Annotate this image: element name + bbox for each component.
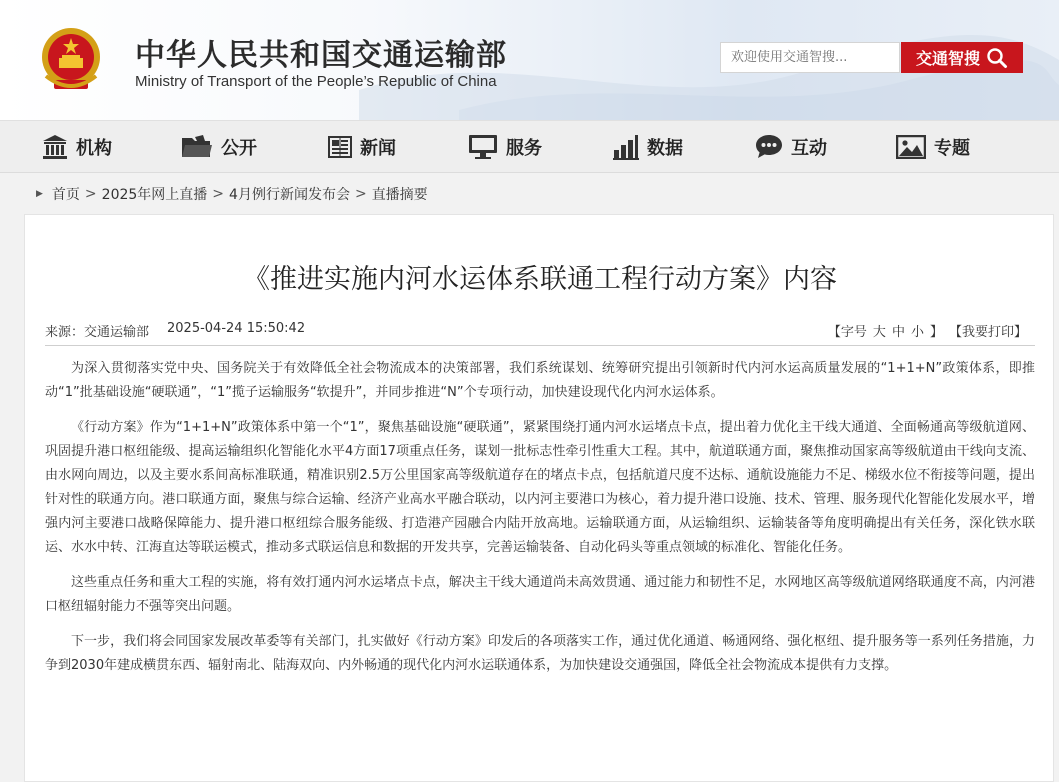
nav-item-xinwen[interactable] [328,121,396,173]
breadcrumb-link-live[interactable]: 2025年网上直播 [101,187,208,203]
nav-item-label: 公开 [221,138,257,159]
nav-item-hudong[interactable] [755,121,827,173]
newspaper-icon [328,135,352,159]
nav-item-fuwu[interactable] [468,121,542,173]
site-header [0,0,1059,120]
chat-bubble-icon [755,134,783,160]
article-title: 《推进实施内河水运体系联通工程行动方案》内容 [243,264,837,295]
search-button[interactable] [901,42,1023,73]
font-size-medium-button[interactable]: 中 [891,325,905,340]
bar-chart-icon [613,134,639,160]
breadcrumb [36,184,428,204]
article-date: 2025-04-24 15:50:42 [167,321,306,336]
article-panel [24,214,1054,782]
article-meta [45,321,305,340]
search-input[interactable] [720,42,900,73]
breadcrumb-link-press[interactable]: 4月例行新闻发布会 [229,187,350,203]
article-paragraph: 这些重点任务和重大工程的实施，将有效打通内河水运堵点卡点，解决主干线大通道尚未高效贯通、通过能力和韧性不足，水网地区高等级航道网络联通度不高，内河港口枢纽辐射能力不强等突出问题。 [45,575,1035,614]
main-nav [0,120,1059,173]
article-paragraph: 为深入贯彻落实党中央、国务院关于有效降低全社会物流成本的决策部署，我们系统谋划、统筹研究提出引领新时代内河水运高质量发展的“1+1+N”政策体系，即推动“1”批基础设施“硬联通”，“1”揽子运输服务“软提升”，并同步推进“N”个专项行动，加快建设现代化内河水运体系。 [45,361,1035,400]
nav-item-label: 专题 [934,138,970,159]
site-subtitle: Ministry of Transport of the People’s Republic of China [135,73,497,90]
breadcrumb-separator: > [84,186,97,202]
nav-item-shuju[interactable] [613,121,683,173]
search-button-label: 交通智搜 [915,49,980,68]
building-icon [42,134,68,160]
font-size-large-button[interactable]: 大 [872,325,886,340]
article-source: 来源：交通运输部 [45,325,150,340]
breadcrumb-arrow-icon: ▶ [36,189,43,199]
article-paragraph: 下一步，我们将会同国家发展改革委等有关部门，扎实做好《行动方案》印发后的各项落实工作，通过优化通道、畅通网络、强化枢纽、提升服务等一系列任务措施，力争到2030年建成横贯东西、辐射南北、陆海双向、内外畅通的现代化内河水运联通体系，为加快建设交通强国，降低全社会物流成本提供有力支撑。 [45,634,1035,673]
breadcrumb-separator: > [354,186,367,202]
article-divider [45,345,1035,346]
picture-icon [896,135,926,159]
nav-item-label: 互动 [791,138,827,159]
article-tools [828,321,1027,340]
article-paragraph: 《行动方案》作为“1+1+N”政策体系中第一个“1”，聚焦基础设施“硬联通”，紧紧围绕打通内河水运堵点卡点，提出着力优化主干线大通道、全面畅通高等级航道网、巩固提升港口枢纽能级、提高运输组织化智能化水平4方面17项重点任务，谋划一批标志性牵引性重大工程。其中，航道联通方面，聚焦推动国家高等级航道由干线向支流、由水网向周边，以及主要水系间高标准联通，精准识别2.5万公里国家高等级航道存在的堵点卡点，包括航道尺度不达标、通航设施能力不足、梯级水位不衔接等问题，提出针对性的联通方向。港口联通方面，聚焦与综合运输、经济产业高水平融合联动，以内河主要港口为核心，着力提升港口设施、技术、管理、服务现代化智能化发展水平，增强内河主要港口战略保障能力、提升港口枢纽综合服务能级、打造港产园融合内陆开放高地。运输联通方面，从运输组织、运输装备等角度明确提出有关任务，深化铁水联运、水水中转、江海直达等联运模式，推动多式联运信息和数据的开发共享，完善运输装备、自动化码头等重点领域的标准化、智能化任务。 [45,420,1035,555]
print-button[interactable]: 【我要打印】 [948,325,1027,340]
article-body [45,357,1035,689]
monitor-icon [468,134,498,160]
nav-item-label: 新闻 [360,138,396,159]
nav-item-label: 服务 [506,138,542,159]
folder-icon [181,135,213,159]
font-size-close: 】 [929,325,943,340]
nav-item-label: 数据 [647,138,683,159]
national-emblem-icon [40,26,102,92]
nav-item-label: 机构 [76,138,112,159]
nav-item-gongkai[interactable] [181,121,257,173]
nav-item-zhuanti[interactable] [896,121,970,173]
breadcrumb-link-summary[interactable]: 直播摘要 [371,187,428,203]
font-size-label: 【字号 [827,325,867,340]
font-size-small-button[interactable]: 小 [910,325,924,340]
search-icon [986,47,1008,69]
site-title: 中华人民共和国交通运输部 [135,38,507,73]
breadcrumb-link-home[interactable]: 首页 [51,187,80,203]
nav-item-jigou[interactable] [42,121,112,173]
breadcrumb-separator: > [212,186,225,202]
